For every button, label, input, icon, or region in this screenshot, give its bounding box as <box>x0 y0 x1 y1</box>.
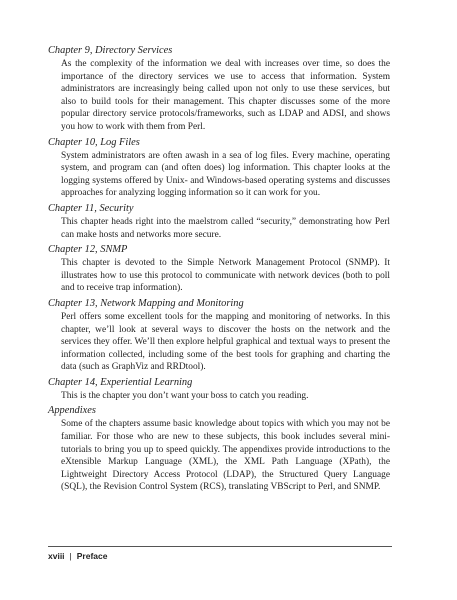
chapter-entry <box>48 297 390 374</box>
footer-separator: | <box>69 551 72 561</box>
chapter-description: This chapter is devoted to the Simple Network Management Protocol (SNMP). It illustrates how to use this protocol to communicate with network devices (both to poll and to receive trap information). <box>61 258 390 294</box>
appendixes-description: Some of the chapters assume basic knowledge about topics with which you may not be familiar. For those who are new to these subjects, this book includes several mini-tutorials to bring you up to speed quickly. The appendixes provide introductions to the eXtensible Markup Language (XML), the XML Path Language (XPath), the Lightweight Directory Access Protocol (LDAP), the Structured Query Language (SQL), the Revision Control System (RCS), translating VBScript to Perl, and SNMP. <box>61 419 390 493</box>
chapter-entry <box>48 243 390 295</box>
chapter-list <box>48 44 390 496</box>
chapter-term: Chapter 14, Experiential Learning <box>48 376 193 388</box>
chapter-description: As the complexity of the information we deal with increases over time, so does the importance of the directory services we use to access that information. System administrators are increasingly being called upon not only to use these services, but also to build tools for their management. This chapter discusses some of the more popular directory service protocols/frameworks, such as LDAP and ADSI, and shows you how to work with them from Perl. <box>61 59 390 132</box>
chapter-term: Chapter 11, Security <box>48 202 134 214</box>
chapter-entry <box>48 202 390 241</box>
page-footer <box>48 551 107 561</box>
chapter-description: System administrators are often awash in a sea of log files. Every machine, operating system, and program can (and often does) log information. This chapter looks at the logging systems offered by Unix- and Windows-based operating systems and discusses approaches for analyzing logging information so it can work for you. <box>61 150 390 199</box>
footer-divider <box>48 546 392 547</box>
chapter-entry <box>48 136 390 200</box>
page-number: xviii <box>48 551 65 561</box>
chapter-entry <box>48 376 390 403</box>
chapter-description: This is the chapter you don’t want your boss to catch you reading. <box>61 390 309 401</box>
chapter-term: Chapter 10, Log Files <box>48 136 140 148</box>
chapter-entry <box>48 44 390 134</box>
appendixes-term: Appendixes <box>48 405 96 417</box>
chapter-term: Chapter 12, SNMP <box>48 244 128 256</box>
chapter-description: Perl offers some excellent tools for the mapping and monitoring of networks. In this chapter, we’ll look at several ways to discover the hosts on the network and the services they offer. We’ll then explore helpful graphical and textual ways to present the information collected, including some of the best tools for graphing and charting the data (such as GraphViz and RRDtool). <box>61 311 390 373</box>
chapter-term: Chapter 13, Network Mapping and Monitoring <box>48 297 244 309</box>
chapter-description: This chapter heads right into the maelstrom called “security,” demonstrating how Perl can make hosts and networks more secure. <box>61 216 390 240</box>
chapter-entry <box>48 404 390 494</box>
chapter-term: Chapter 9, Directory Services <box>48 45 173 56</box>
section-name: Preface <box>76 551 108 561</box>
